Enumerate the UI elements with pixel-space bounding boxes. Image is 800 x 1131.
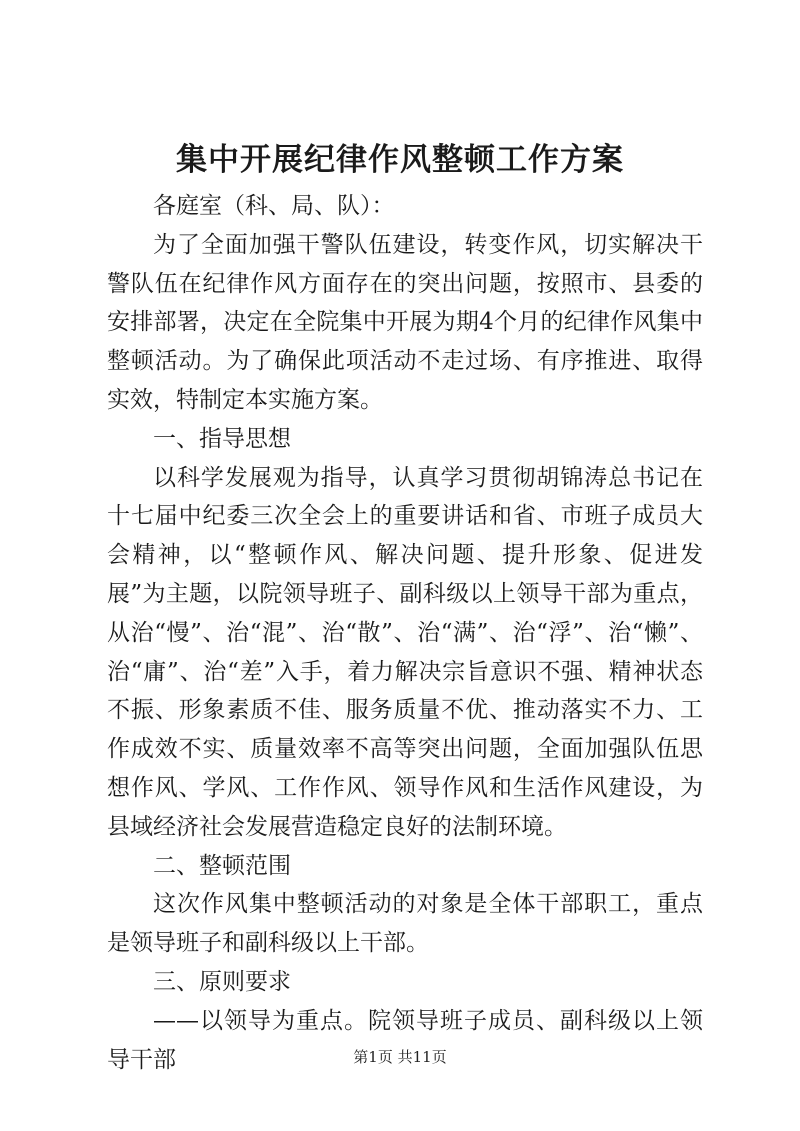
scope-paragraph: 这次作风集中整顿活动的对象是全体干部职工，重点是领导班子和副科级以上干部。 bbox=[107, 891, 703, 957]
intro-paragraph: 为了全面加强干警队伍建设，转变作风，切实解决干警队伍在纪律作风方面存在的突出问题，按照市、县委的安排部署，决定在全院集中开展为期4个月的纪律作风集中整顿活动。为了确保此项活动不走过场、有序推进、取得实效，特制定本实施方案。 bbox=[107, 231, 703, 413]
page-footer: 第1页 共11页 bbox=[353, 1048, 447, 1066]
guiding-thought-paragraph: 以科学发展观为指导，认真学习贯彻胡锦涛总书记在十七届中纪委三次全会上的重要讲话和省、市班子成员大会精神，以“整顿作风、解决问题、提升形象、促进发展”为主题，以院领导班子、副科级以上领导干部为重点，从治“慢”、治“混”、治“散”、治“满”、治“浮”、治“懒”、治“庸”、治“差”入手，着力解决宗旨意识不强、精神状态不振、形象素质不佳、服务质量不优、推动落实不力、工作成效不实、质量效率不高等突出问题，全面加强队伍思想作风、学风、工作作风、领导作风和生活作风建设，为县域经济社会发展营造稳定良好的法制环境。 bbox=[107, 464, 703, 840]
section-heading-scope: 二、整顿范围 bbox=[153, 852, 291, 879]
document-title: 集中开展纪律作风整顿工作方案 bbox=[176, 142, 624, 178]
section-heading-guiding-thought: 一、指导思想 bbox=[153, 425, 291, 452]
principles-paragraph: ——以领导为重点。院领导班子成员、副科级以上领导干部 bbox=[107, 1007, 703, 1073]
document-body bbox=[107, 187, 703, 1079]
section-heading-principles: 三、原则要求 bbox=[153, 968, 291, 995]
salutation: 各庭室（科、局、队）： bbox=[153, 193, 395, 219]
